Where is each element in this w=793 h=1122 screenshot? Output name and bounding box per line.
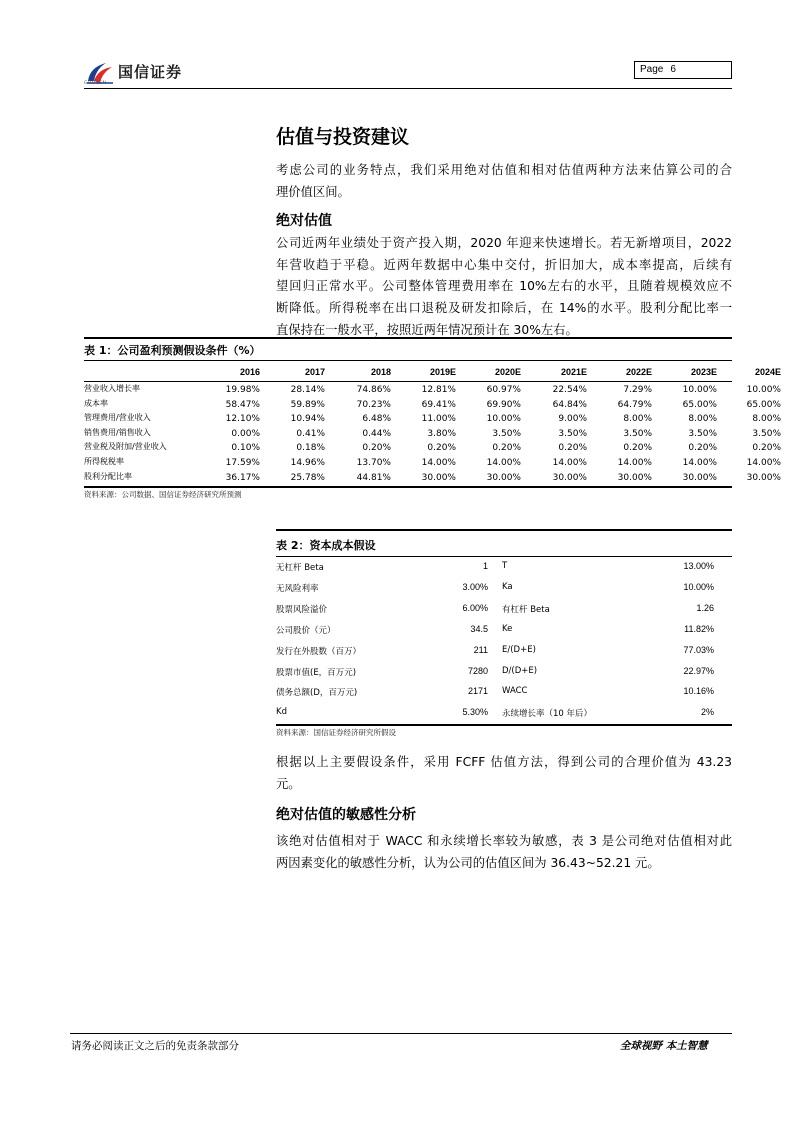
param-label: E/(D+E)	[502, 644, 536, 655]
param-label: Ka	[502, 581, 513, 592]
table-cell: 0.10%	[231, 443, 260, 454]
row-label: 营业收入增长率	[84, 384, 140, 393]
param-label: 永续增长率（10 年后）	[502, 709, 593, 720]
table1-col-header: 2022E	[625, 367, 652, 377]
param-value: 77.03%	[683, 644, 714, 655]
section1-line: 公司近两年业绩处于资产投入期，2020 年迎来快速增长。若无新增项目，2022	[276, 236, 732, 250]
table-cell: 10.00%	[682, 385, 717, 395]
intro-line: 考虑公司的业务特点，我们采用绝对估值和相对估值两种方法来估算公司的合	[276, 163, 732, 177]
section1-line: 断降低。所得税率在出口退税及研发扣除后，在 14%的水平。股利分配比率一	[276, 301, 732, 316]
table-cell: 3.50%	[558, 428, 587, 439]
table-cell: 17.59%	[225, 458, 260, 468]
table1-body	[84, 382, 781, 486]
param-value: 7280	[467, 665, 488, 676]
table-cell: 65.00%	[682, 399, 717, 410]
param-value: 10.16%	[683, 686, 714, 697]
param-label: 无杠杆 Beta	[276, 563, 324, 573]
table-row	[276, 557, 732, 578]
table-cell: 14.00%	[746, 458, 781, 468]
page-label: Page	[640, 64, 664, 75]
conclusion-line: 根据以上主要假设条件，采用 FCFF 估值方法，得到公司的合理价值为 43.23	[276, 755, 732, 769]
table-cell: 0.20%	[752, 443, 781, 454]
table-cell: 0.20%	[688, 443, 717, 454]
conclusion-line: 元。	[276, 776, 301, 791]
section-heading-absolute-valuation: 绝对估值	[276, 213, 332, 229]
table-cell: 60.97%	[486, 385, 521, 395]
table-cell: 14.00%	[486, 458, 521, 468]
table-cell: 36.17%	[225, 472, 260, 483]
param-value: 2%	[700, 707, 714, 718]
row-label: 股利分配比率	[84, 471, 132, 481]
page-title: 估值与投资建议	[276, 126, 410, 148]
param-label: 股票市值(E，百万元)	[276, 667, 357, 678]
table-cell: 30.00%	[746, 472, 781, 483]
param-value: 6.00%	[462, 602, 488, 613]
table-row	[276, 620, 732, 641]
table-cell: 0.41%	[296, 428, 325, 439]
table-cell: 0.20%	[623, 443, 652, 454]
param-value: 22.97%	[683, 665, 714, 676]
table-cell: 6.48%	[362, 414, 391, 425]
table-cell: 64.79%	[617, 399, 652, 410]
table-cell: 12.81%	[421, 385, 456, 395]
table1-col-header: 2020E	[494, 367, 521, 377]
param-value: 1	[482, 561, 488, 571]
section1-line: 望回归正常水平。公司整体管理费用率在 10%左右的水平，且随着规模效应不	[276, 279, 732, 294]
table-cell: 69.90%	[486, 399, 521, 410]
table-cell: 0.20%	[558, 443, 587, 454]
table-cell: 7.29%	[623, 385, 652, 395]
table-cell: 25.78%	[290, 472, 325, 483]
table-cell: 11.00%	[421, 414, 456, 425]
row-label: 成本率	[84, 398, 108, 408]
conclusion-paragraph	[276, 752, 732, 795]
table-cell: 14.00%	[421, 458, 456, 468]
table-row	[84, 441, 781, 456]
param-label: 债务总额(D，百万元)	[276, 688, 358, 699]
footer-divider	[70, 1033, 732, 1034]
table-row	[276, 599, 732, 620]
table-row	[276, 682, 732, 703]
table-cell: 3.80%	[427, 428, 456, 439]
table-cell: 13.70%	[356, 458, 391, 468]
table-cell: 30.00%	[421, 472, 456, 483]
table-cell: 22.54%	[552, 385, 587, 395]
param-label: 有杠杆 Beta	[502, 604, 550, 615]
row-label: 管理费用/营业收入	[84, 413, 151, 423]
section2-line: 该绝对估值相对于 WACC 和永续增长率较为敏感，表 3 是公司绝对估值相对此	[276, 834, 732, 848]
table-cell: 14.00%	[682, 458, 717, 468]
param-value: 1.26	[696, 602, 714, 613]
table-cell: 30.00%	[682, 472, 717, 483]
param-label: D/(D+E)	[502, 665, 538, 676]
table-cell: 70.23%	[356, 399, 391, 410]
table-cell: 0.44%	[362, 428, 391, 439]
table-cell: 3.50%	[688, 428, 717, 439]
param-label: T	[502, 561, 508, 571]
table-cell: 0.18%	[296, 443, 325, 454]
table-cell: 30.00%	[552, 472, 587, 483]
param-label: 发行在外股数（百万）	[276, 646, 362, 657]
table-cell: 19.98%	[225, 385, 260, 395]
param-value: 3.00%	[462, 581, 488, 592]
table1-col-header: 2016	[239, 367, 260, 377]
table-row	[276, 578, 732, 599]
table-cell: 59.89%	[290, 399, 325, 410]
table-cell: 0.20%	[427, 443, 456, 454]
table-cell: 3.50%	[492, 428, 521, 439]
page-number: 6	[670, 64, 676, 75]
table-cell: 30.00%	[617, 472, 652, 483]
table1-col-header: 2021E	[560, 367, 587, 377]
table-row	[84, 456, 781, 471]
table-cell: 8.00%	[623, 414, 652, 425]
section1-line: 年营收趋于平稳。近两年数据中心集中交付，折旧加大，成本率提高，后续有	[276, 257, 732, 272]
table1-title-rule	[84, 360, 732, 361]
table-cell: 30.00%	[486, 472, 521, 483]
table2-source: 资料来源：国信证券经济研究所假设	[276, 728, 396, 737]
param-label: 无风险利率	[276, 583, 319, 594]
param-label: WACC	[502, 686, 528, 697]
section-heading-sensitivity: 绝对估值的敏感性分析	[276, 807, 416, 823]
table-cell: 74.86%	[356, 385, 391, 395]
table-row	[276, 662, 732, 683]
section1-line: 直保持在一般水平，按照近两年情况预计在 30%左右。	[276, 322, 578, 337]
table1-bottom-rule	[84, 486, 732, 488]
table-cell: 0.20%	[492, 443, 521, 454]
intro-line: 理价值区间。	[276, 184, 350, 199]
table2-title: 表 2：资本成本假设	[276, 539, 376, 552]
table-cell: 12.10%	[225, 414, 260, 425]
table1-source: 资料来源：公司数据、国信证券经济研究所预测	[84, 490, 242, 499]
table2-bottom-rule	[276, 724, 732, 726]
table-row	[84, 398, 781, 413]
param-label: Ke	[502, 623, 513, 634]
table-row	[276, 641, 732, 662]
table-cell: 65.00%	[746, 399, 781, 410]
table-cell: 14.96%	[290, 458, 325, 468]
table1-header-row	[84, 362, 781, 382]
table1-col-header: 2018	[370, 367, 391, 377]
table-row	[84, 471, 781, 486]
table1-col-header: 2024E	[754, 367, 781, 377]
param-value: 211	[473, 644, 488, 655]
section2-line: 两因素变化的敏感性分析，认为公司的估值区间为 36.43~52.21 元。	[276, 855, 660, 870]
param-value: 13.00%	[683, 561, 714, 571]
table-cell: 44.81%	[356, 472, 391, 483]
table-cell: 9.00%	[558, 414, 587, 425]
table-row	[84, 383, 781, 398]
row-label: 营业税及附加/营业收入	[84, 442, 167, 452]
table1-col-header: 2023E	[690, 367, 717, 377]
footer-slogan: 全球视野 本土智慧	[620, 1040, 708, 1052]
table-cell: 64.84%	[552, 399, 587, 410]
table-cell: 28.14%	[290, 385, 325, 395]
page-indicator	[634, 61, 732, 79]
param-value: 10.00%	[683, 581, 714, 592]
brand-name: 国信证券	[118, 63, 183, 81]
table1-col-header: 2017	[304, 367, 325, 377]
param-value: 5.30%	[462, 707, 488, 718]
table-cell: 8.00%	[688, 414, 717, 425]
param-label: Kd	[276, 707, 287, 718]
intro-paragraph	[276, 160, 732, 203]
param-value: 34.5	[470, 623, 488, 634]
table-row	[84, 412, 781, 427]
table-cell: 10.94%	[290, 414, 325, 425]
table1-col-header: 2019E	[429, 367, 456, 377]
table1-title: 表 1：公司盈利预测假设条件（%）	[84, 344, 261, 357]
table-cell: 69.41%	[421, 399, 456, 410]
row-label: 销售费用/销售收入	[84, 427, 151, 437]
table-cell: 0.20%	[362, 443, 391, 454]
table-cell: 3.50%	[752, 428, 781, 439]
table-cell: 10.00%	[486, 414, 521, 425]
param-label: 公司股价（元）	[276, 625, 336, 636]
table-cell: 14.00%	[617, 458, 652, 468]
guosen-logo	[84, 57, 234, 89]
param-value: 11.82%	[684, 623, 714, 634]
table-cell: 3.50%	[623, 428, 652, 439]
table-cell: 58.47%	[225, 399, 260, 410]
param-label: 股票风险溢价	[276, 604, 328, 615]
table-cell: 8.00%	[752, 414, 781, 425]
row-label: 所得税税率	[84, 457, 124, 466]
table-row	[276, 703, 732, 724]
table-row	[84, 427, 781, 442]
param-value: 2171	[467, 686, 488, 697]
section1-paragraph	[276, 233, 732, 342]
brand-sub: GUOSEN	[84, 81, 107, 86]
table-cell: 14.00%	[552, 458, 587, 468]
disclaimer-note: 请务必阅读正文之后的免责条款部分	[71, 1040, 239, 1052]
table2-top-rule	[276, 529, 732, 531]
section2-paragraph	[276, 831, 732, 874]
table-cell: 0.00%	[231, 428, 260, 439]
table-cell: 10.00%	[746, 385, 781, 395]
header-divider	[84, 88, 732, 89]
table1-top-rule	[84, 337, 732, 339]
